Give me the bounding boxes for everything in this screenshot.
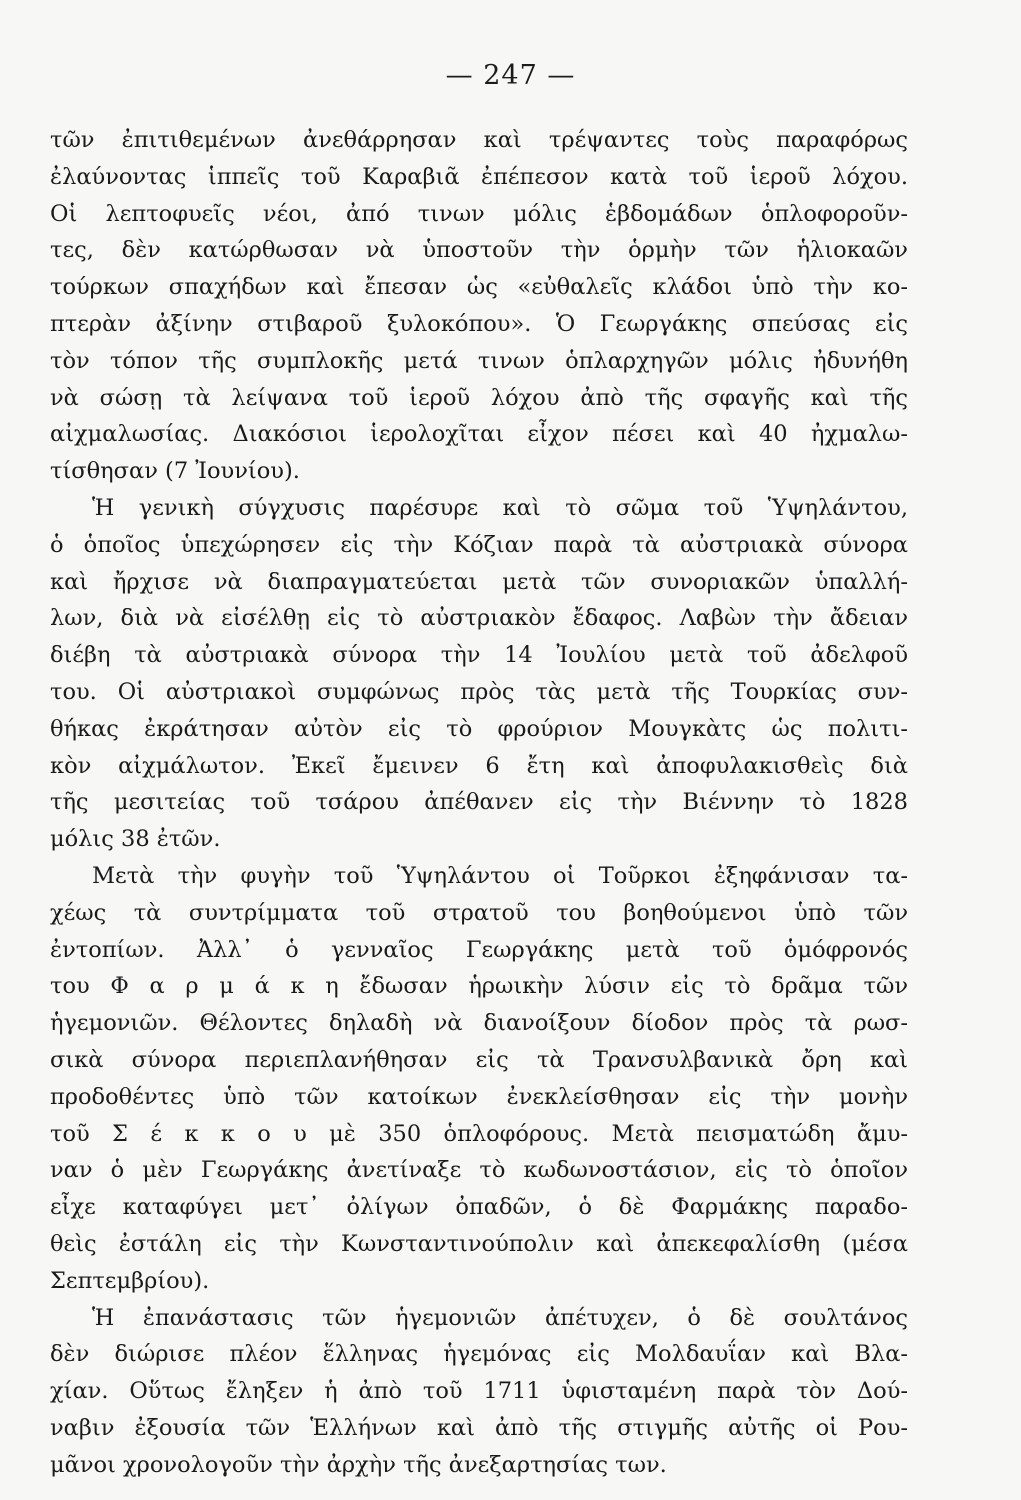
text-line: Ἡ ἐπανάστασις τῶν ἡγεμονιῶν ἀπέτυχεν, ὁ δὲ σουλτάνος xyxy=(92,1304,908,1331)
text-line: θεὶς ἐστάλη εἰς τὴν Κωνσταντινούπολιν καὶ ἀπεκεφαλίσθη (μέσα xyxy=(50,1230,908,1257)
text-line: ἡγεμονιῶν. Θέλοντες δηλαδὴ νὰ διανοίξουν δίοδον πρὸς τὰ ρωσ- xyxy=(50,1010,908,1037)
text-line: κὸν αἰχμάλωτον. Ἐκεῖ ἔμεινεν 6 ἔτη καὶ ἀποφυλακισθεὶς διὰ xyxy=(50,752,908,779)
text-line: αἰχμαλωσίας. Διακόσιοι ἱερολοχῖται εἶχον πέσει καὶ 40 ἠχμαλω- xyxy=(50,421,908,448)
text-line: διέβη τὰ αὐστριακὰ σύνορα τὴν 14 Ἰουλίου μετὰ τοῦ ἀδελφοῦ xyxy=(50,642,908,669)
text-line: ἐλαύνοντας ἱππεῖς τοῦ Καραβιᾶ ἐπέπεσον κατὰ τοῦ ἱεροῦ λόχου. xyxy=(50,163,908,190)
text-line: τῶν ἐπιτιθεμένων ἀνεθάρρησαν καὶ τρέψαντες τοὺς παραφόρως xyxy=(50,127,908,153)
text-line: εἶχε καταφύγει μετ᾽ ὀλίγων ὀπαδῶν, ὁ δὲ Φαρμάκης παραδο- xyxy=(50,1194,908,1221)
text-line: ὁ ὁποῖος ὑπεχώρησεν εἰς τὴν Κόζιαν παρὰ τὰ αὐστριακὰ σύνορα xyxy=(50,531,908,558)
text-line: μᾶνοι χρονολογοῦν τὴν ἀρχὴν τῆς ἀνεξαρτησίας των. xyxy=(50,1451,667,1478)
page-number: — 247 — xyxy=(445,60,576,91)
text-line: μόλις 38 ἐτῶν. xyxy=(50,826,221,853)
body-text xyxy=(50,122,908,1483)
text-line: χέως τὰ συντρίμματα τοῦ στρατοῦ του βοηθούμενοι ὑπὸ τῶν xyxy=(50,899,908,926)
text-line: ἐντοπίων. Ἀλλ᾽ ὁ γενναῖος Γεωργάκης μετὰ τοῦ ὁμόφρονός xyxy=(50,936,908,963)
text-line: τοῦ Σ έ κ κ ο υ μὲ 350 ὁπλοφόρους. Μετὰ πεισματώδη ἄμυ- xyxy=(50,1120,908,1147)
text-line: δὲν διώρισε πλέον ἕλληνας ἡγεμόνας εἰς Μολδαυΐαν καὶ Βλα- xyxy=(50,1341,908,1368)
text-line: Οἱ λεπτοφυεῖς νέοι, ἀπό τινων μόλις ἑβδομάδων ὁπλοφοροῦν- xyxy=(50,200,908,227)
text-line: λων, διὰ νὰ εἰσέλθῃ εἰς τὸ αὐστριακὸν ἔδαφος. Λαβὼν τὴν ἄδειαν xyxy=(50,605,908,632)
text-line: ναβιν ἐξουσία τῶν Ἑλλήνων καὶ ἀπὸ τῆς στιγμῆς αὐτῆς οἱ Ρου- xyxy=(50,1414,908,1441)
text-line: του Φ α ρ μ ά κ η ἔδωσαν ἡρωικὴν λύσιν εἰς τὸ δρᾶμα τῶν xyxy=(50,973,908,1000)
text-line: σικὰ σύνορα περιεπλανήθησαν εἰς τὰ Τρανσυλβανικὰ ὄρη καὶ xyxy=(50,1046,908,1073)
text-line: ναν ὁ μὲν Γεωργάκης ἀνετίναξε τὸ κωδωνοστάσιον, εἰς τὸ ὁποῖον xyxy=(50,1157,908,1184)
text-line: πτερὰν ἀξίνην στιβαροῦ ξυλοκόπου». Ὁ Γεωργάκης σπεύσας εἰς xyxy=(50,310,908,337)
text-line: τῆς μεσιτείας τοῦ τσάρου ἀπέθανεν εἰς τὴν Βιέννην τὸ 1828 xyxy=(50,789,908,816)
text-line: θήκας ἐκράτησαν αὐτὸν εἰς τὸ φρούριον Μουγκὰτς ὡς πολιτι- xyxy=(50,715,908,742)
text-line: τίσθησαν (7 Ἰουνίου). xyxy=(50,458,300,485)
text-line: τες, δὲν κατώρθωσαν νὰ ὑποστοῦν τὴν ὁρμὴν τῶν ἡλιοκαῶν xyxy=(50,237,908,264)
text-line: προδοθέντες ὑπὸ τῶν κατοίκων ἐνεκλείσθησαν εἰς τὴν μονὴν xyxy=(50,1083,908,1110)
text-line: του. Οἱ αὐστριακοὶ συμφώνως πρὸς τὰς μετὰ τῆς Τουρκίας συν- xyxy=(50,678,908,705)
text-line: τούρκων σπαχήδων καὶ ἔπεσαν ὡς «εὐθαλεῖς κλάδοι ὑπὸ τὴν κο- xyxy=(50,274,908,301)
text-line: νὰ σώσῃ τὰ λείψανα τοῦ ἱεροῦ λόχου ἀπὸ τῆς σφαγῆς καὶ τῆς xyxy=(50,384,908,411)
text-line: χίαν. Οὕτως ἔληξεν ἡ ἀπὸ τοῦ 1711 ὑφισταμένη παρὰ τὸν Δού- xyxy=(50,1378,908,1405)
text-line: καὶ ἤρχισε νὰ διαπραγματεύεται μετὰ τῶν συνοριακῶν ὑπαλλή- xyxy=(50,568,908,595)
text-line: Σεπτεμβρίου). xyxy=(50,1267,210,1294)
text-line: Μετὰ τὴν φυγὴν τοῦ Ὑψηλάντου οἱ Τοῦρκοι ἐξηφάνισαν τα- xyxy=(92,862,908,889)
text-line: Ἡ γενικὴ σύγχυσις παρέσυρε καὶ τὸ σῶμα τοῦ Ὑψηλάντου, xyxy=(92,494,908,521)
text-line: τὸν τόπον τῆς συμπλοκῆς μετά τινων ὁπλαρχηγῶν μόλις ἠδυνήθη xyxy=(50,347,908,374)
